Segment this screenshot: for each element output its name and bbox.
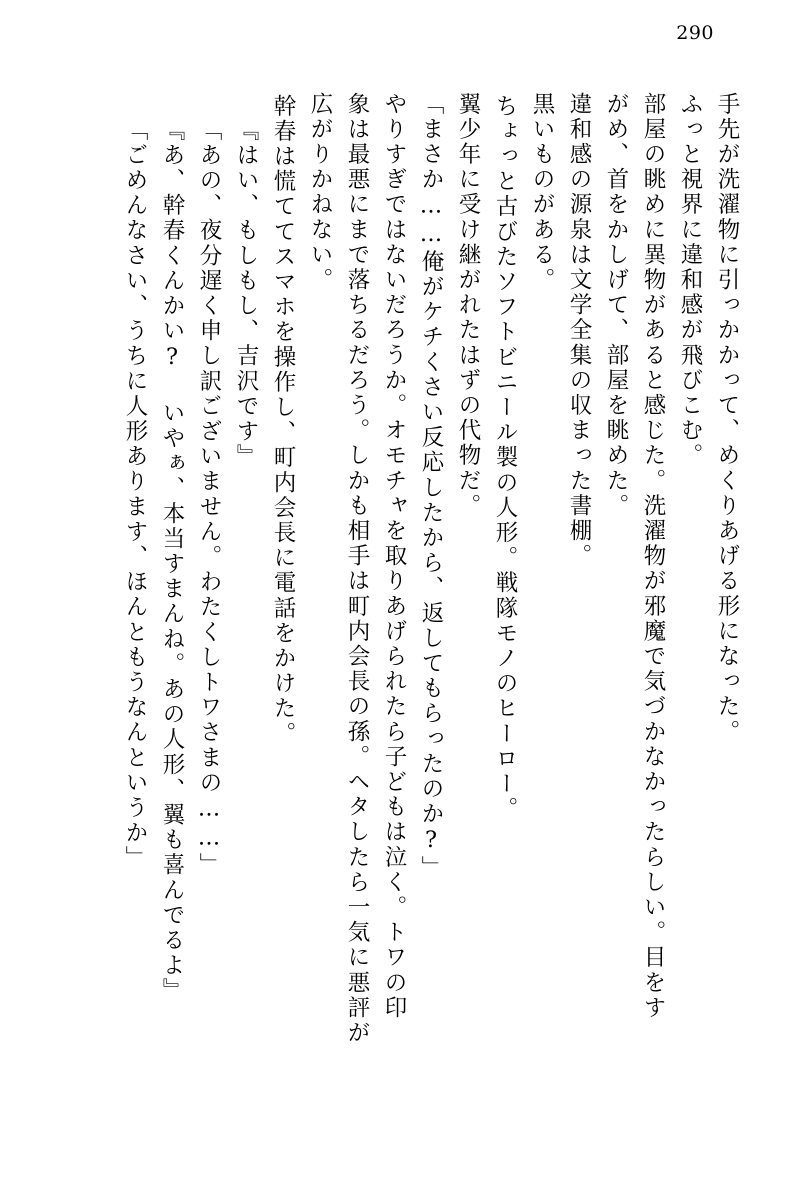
vertical-text-body xyxy=(54,92,738,1132)
text-line: 『あ、幹春くんかい? いやぁ、本当すまんね。あの人形、翼も喜んでるよ』 xyxy=(159,118,185,1004)
text-line: 「あの、夜分遅く申し訳ございません。わたくしトワさまの……」 xyxy=(196,118,222,878)
text-line: 部屋の眺めに異物があると感じた。洗濯物が邪魔で気づかなかったらしい。目をす xyxy=(640,92,666,1021)
text-line: がめ、首をかしげて、部屋を眺めた。 xyxy=(603,92,629,519)
text-line: ふっと視界に違和感が飛びこむ。 xyxy=(677,92,703,469)
text-line: 「まさか……俺がケチくさい反応したから、返してもらったのか?」 xyxy=(418,92,444,881)
text-line: 『はい、もしもし、吉沢です』 xyxy=(233,118,259,470)
text-line: 広がりかねない。 xyxy=(307,92,333,293)
text-line: 手先が洗濯物に引っかかって、めくりあげる形になった。 xyxy=(714,92,740,745)
page-number: 290 xyxy=(676,22,714,44)
text-line: 翼少年に受け継がれたはずの代物だ。 xyxy=(455,92,481,519)
text-line: ちょっと古びたソフトビニール製の人形。戦隊モノのヒーロー。 xyxy=(492,94,518,822)
text-line: やりすぎではないだろうか。オモチャを取りあげられたら子どもは泣く。トワの印 xyxy=(381,92,407,1021)
text-line: 幹春は慌ててスマホを操作し、町内会長に電話をかけた。 xyxy=(270,94,296,747)
text-line: 「ごめんなさい、うちに人形あります、ほんともうなんというか」 xyxy=(122,118,148,871)
text-line: 象は最悪にまで落ちるだろう。しかも相手は町内会長の孫。ヘタしたら一気に悪評が xyxy=(344,92,370,1046)
text-line: 違和感の源泉は文学全集の収まった書棚。 xyxy=(566,92,592,569)
text-line: 黒いものがある。 xyxy=(529,92,555,293)
